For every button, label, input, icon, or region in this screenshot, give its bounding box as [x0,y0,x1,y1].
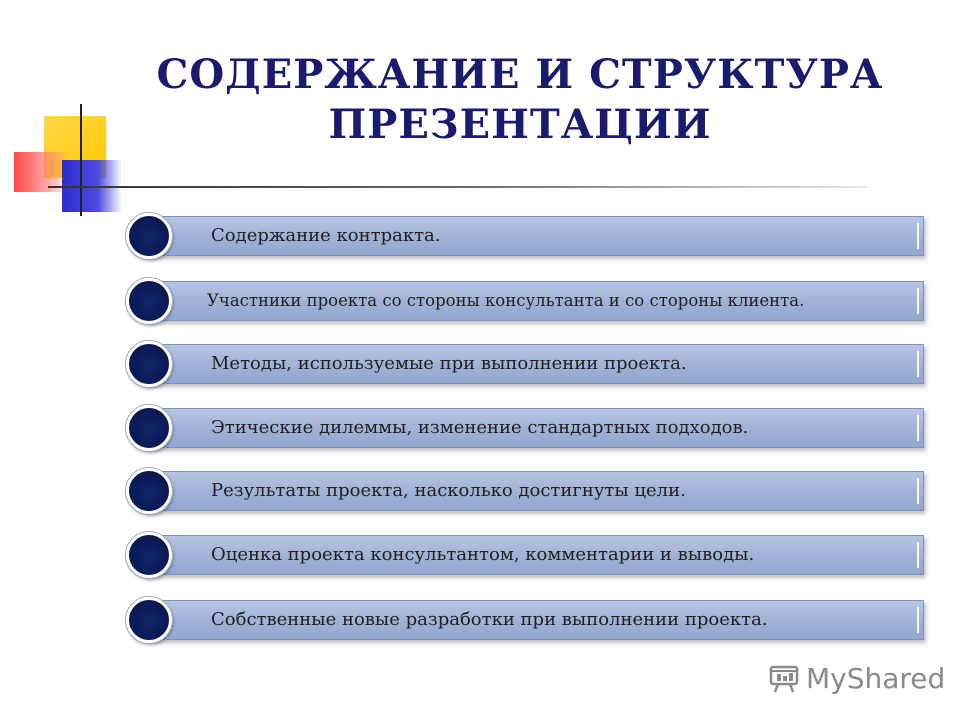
page-title [150,50,890,150]
presentation-board-icon [768,662,800,694]
list-item [126,597,926,643]
item-label: Содержание контракта. [211,225,441,246]
list-item [126,278,926,324]
list-item [126,213,926,259]
list-item [126,405,926,451]
item-label: Оценка проекта консультантом, комментарии и выводы. [211,544,755,565]
bullet-circle-icon [126,597,172,643]
bullet-circle-icon [126,532,172,578]
item-bar [148,216,924,256]
title-line-2: ПРЕЗЕНТАЦИИ [328,101,712,148]
item-bar [148,408,924,448]
bullet-circle-icon [126,341,172,387]
bullet-circle-icon [126,468,172,514]
list-item [126,341,926,387]
item-label: Собственные новые разработки при выполнении проекта. [211,609,768,630]
item-label: Методы, используемые при выполнении проекта. [211,353,687,374]
decor-vertical-line [80,104,82,216]
list-item [126,532,926,578]
bullet-circle-icon [126,278,172,324]
item-label: Результаты проекта, насколько достигнуты цели. [211,480,686,501]
title-divider-line [48,186,868,188]
item-bar [148,600,924,640]
bullet-circle-icon [126,405,172,451]
item-bar [148,535,924,575]
item-label: Участники проекта со стороны консультанта и со стороны клиента. [207,291,805,310]
watermark-logo [768,658,945,698]
watermark-text: MyShared [806,661,946,695]
title-line-1: СОДЕРЖАНИЕ И СТРУКТУРА [156,51,884,98]
list-item [126,468,926,514]
item-bar [148,281,924,321]
item-bar [148,344,924,384]
item-label: Этические дилеммы, изменение стандартных подходов. [211,417,749,438]
bullet-circle-icon [126,213,172,259]
item-bar [148,471,924,511]
